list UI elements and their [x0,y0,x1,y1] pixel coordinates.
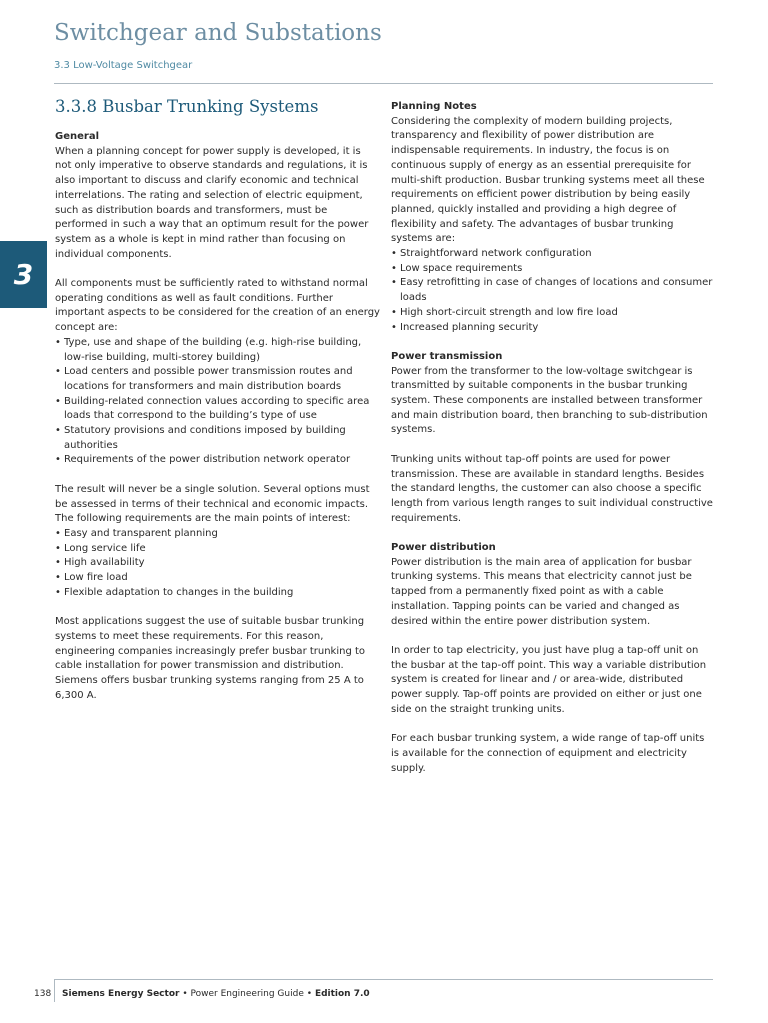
planning-notes-paragraph: Considering the complexity of modern building projects, transparency and flexibility of power distribution are indispensable requirements. In industry, the focus is on continuous supply of energy as an essential prerequisite for multi-shift production. Busbar trunking systems meet all these requirements on efficient power distribution by being easily planned, quickly installed and providing a high degree of flexibility and safety. The advantages of busbar trunking systems are: [391,115,705,245]
page-number: 138 [34,989,52,999]
right-column [391,100,713,776]
general-paragraph-2: All components must be sufficiently rated to withstand normal operating conditions as well as fault conditions. Further important aspects to be considered for the creation of an energy concept are: [55,278,380,334]
list-item: • Easy and transparent planning [55,527,380,542]
footer-vertical-rule [54,979,55,1002]
list-item: • Increased planning security [391,321,713,336]
list-item: • Straightforward network configuration [391,247,713,262]
left-column [55,96,380,703]
chapter-tab: 3 [0,241,47,308]
list-item: • Long service life [55,542,380,557]
list-item: • Flexible adaptation to changes in the building [55,586,380,601]
list-item: • Statutory provisions and conditions imposed by building authorities [55,424,380,453]
aspects-list [55,336,380,468]
list-item: • Requirements of the power distribution network operator [55,453,380,468]
list-item: • Building-related connection values according to specific area loads that correspond to the building’s type of use [55,395,380,424]
advantages-list [391,247,713,335]
footer-guide: Power Engineering Guide [190,989,304,999]
result-paragraph: The result will never be a single solution. Several options must be assessed in terms of their technical and economic impacts. The following requirements are the main points of interest: [55,483,370,525]
general-paragraph-1: When a planning concept for power supply is developed, it is not only imperative to observe standards and regulations, it is also important to discuss and clarify economic and technical interrelations. The rating and selection of electric equipment, such as distribution boards and transformers, must be performed in such a way that an optimum result for the power system as a whole is kept in mind rather than focusing on individual components. [55,145,369,260]
list-item: • Easy retrofitting in case of changes of locations and consumer loads [391,276,713,305]
header-divider [54,83,713,84]
power-distribution-heading: Power distribution [391,542,496,554]
footer-separator: • [182,989,188,999]
closing-paragraph: Most applications suggest the use of suitable busbar trunking systems to meet these requirements. For this reason, engineering companies increasingly prefer busbar trunking to cable installation for power transmission and distribution. Siemens offers busbar trunking systems ranging from 25 A to 6,300 A. [55,616,366,701]
page-header-subtitle: 3.3 Low-Voltage Switchgear [54,60,193,71]
power-distribution-paragraph-3: For each busbar trunking system, a wide range of tap-off units is available for the connection of equipment and electricity supply. [391,733,705,774]
requirements-list [55,527,380,601]
list-item: • Low space requirements [391,262,713,277]
power-transmission-paragraph-2: Trunking units without tap-off points are used for power transmission. These are available in standard lengths. Besides the standard lengths, the customer can also choose a specific length from various length ranges to suit individual constructive requirements. [391,453,713,524]
power-distribution-paragraph-1: Power distribution is the main area of application for busbar trunking systems. This means that electricity cannot just be tapped from a permanently fixed point as with a cable installation. Tapping points can be varied and changed as desired within the entire power distribution system. [391,556,692,627]
power-distribution-paragraph-2: In order to tap electricity, you just have plug a tap-off unit on the busbar at the tap-off point. This way a variable distribution system is created for linear and / or area-wide, distributed power supply. Tap-off points are provided on either or just one side on the straight trunking units. [391,644,707,715]
list-item: • Load centers and possible power transmission routes and locations for transformers and main distribution boards [55,365,380,394]
footer-edition: Edition 7.0 [314,989,370,999]
general-heading: General [55,131,99,142]
page-header-title: Switchgear and Substations [54,20,382,46]
planning-notes-heading: Planning Notes [391,101,477,112]
power-transmission-heading: Power transmission [391,350,503,362]
footer-divider [54,979,713,980]
list-item: • Low fire load [55,571,380,586]
footer-publisher: Siemens Energy Sector [62,989,180,999]
list-item: • Type, use and shape of the building (e.g. high-rise building, low-rise building, multi-storey building) [55,336,380,365]
footer-separator: • [306,989,313,999]
list-item: • High availability [55,556,380,571]
list-item: • High short-circuit strength and low fire load [391,306,713,321]
footer-text [62,989,370,999]
section-title: 3.3.8 Busbar Trunking Systems [55,97,319,116]
power-transmission-paragraph-1: Power from the transformer to the low-voltage switchgear is transmitted by suitable components in the busbar trunking system. These components are installed between transformer and main distribution board, then branching to sub-distribution systems. [391,365,708,436]
